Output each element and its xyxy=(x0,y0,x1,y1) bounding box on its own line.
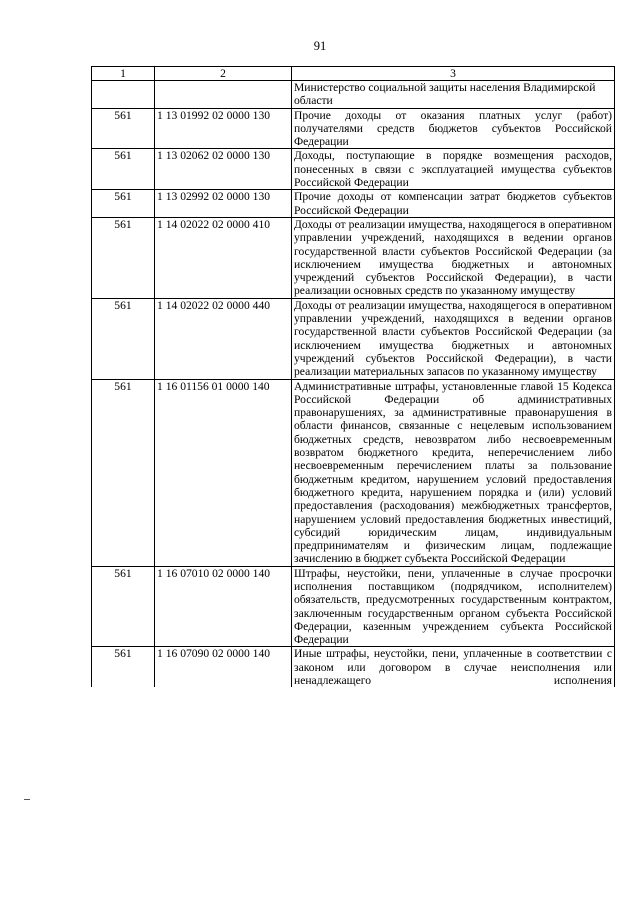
description-cell: Доходы, поступающие в порядке возмещения расходов, понесенных в связи с эксплуатацией имущества субъектов Российской Федерации xyxy=(292,149,615,190)
table-row xyxy=(92,647,615,687)
budget-code-cell: 1 13 02992 02 0000 130 xyxy=(155,190,292,218)
budget-code-cell: 1 13 02062 02 0000 130 xyxy=(155,149,292,190)
description-cell: Прочие доходы от оказания платных услуг (работ) получателями средств бюджетов субъектов Российской Федерации xyxy=(292,108,615,149)
table-row xyxy=(92,108,615,149)
budget-code-cell: 1 16 07010 02 0000 140 xyxy=(155,566,292,647)
description-cell: Штрафы, неустойки, пени, уплаченные в случае просрочки исполнения поставщиком (подрядчиком, исполнителем) обязательств, предусмотренных государственным контрактом, заключенным государственным органом субъекта Российской Федерации, казенным учреждением субъекта Российской Федерации xyxy=(292,566,615,647)
table-row xyxy=(92,566,615,647)
admin-code-cell: 561 xyxy=(92,149,155,190)
admin-code-cell: 561 xyxy=(92,298,155,379)
admin-code-cell: 561 xyxy=(92,108,155,149)
admin-code-cell: 561 xyxy=(92,647,155,687)
admin-code-cell: 561 xyxy=(92,566,155,647)
table-row xyxy=(92,190,615,218)
column-header-3: 3 xyxy=(292,67,615,81)
table-row xyxy=(92,379,615,566)
table-row xyxy=(92,149,615,190)
empty-cell xyxy=(92,81,155,109)
ministry-heading-row xyxy=(92,81,615,109)
admin-code-cell: 561 xyxy=(92,190,155,218)
budget-code-cell: 1 14 02022 02 0000 410 xyxy=(155,217,292,298)
page-number: 91 xyxy=(313,39,327,53)
empty-cell xyxy=(155,81,292,109)
scan-artifact-mark xyxy=(24,799,30,800)
description-cell: Иные штрафы, неустойки, пени, уплаченные в соответствии с законом или договором в случае неисполнения или ненадлежащего исполнения xyxy=(292,647,615,687)
revenue-codes-table xyxy=(91,66,615,687)
admin-code-cell: 561 xyxy=(92,379,155,566)
budget-code-cell: 1 16 07090 02 0000 140 xyxy=(155,647,292,687)
table-row xyxy=(92,217,615,298)
budget-code-cell: 1 16 01156 01 0000 140 xyxy=(155,379,292,566)
description-cell: Прочие доходы от компенсации затрат бюджетов субъектов Российской Федерации xyxy=(292,190,615,218)
budget-code-cell: 1 13 01992 02 0000 130 xyxy=(155,108,292,149)
table-row xyxy=(92,298,615,379)
admin-code-cell: 561 xyxy=(92,217,155,298)
budget-code-cell: 1 14 02022 02 0000 440 xyxy=(155,298,292,379)
description-cell: Доходы от реализации имущества, находящегося в оперативном управлении учреждений, находящихся в ведении органов государственной власти субъектов Российской Федерации (за исключением имущества бюджетных и автономных учреждений субъектов Российской Федерации), в части реализации основных средств по указанному имуществу xyxy=(292,217,615,298)
column-header-1: 1 xyxy=(92,67,155,81)
description-cell: Административные штрафы, установленные главой 15 Кодекса Российской Федерации об административных правонарушениях, за административные правонарушения в области финансов, связанные с нецелевым использованием бюджетных средств, невозвратом либо несвоевременным возвратом бюджетного кредита, неперечислением либо несвоевременным перечислением платы за пользование бюджетным кредитом, нарушением условий предоставления бюджетного кредита, нарушением порядка и (или) условий предоставления (расходования) межбюджетных трансфертов, нарушением условий предоставления бюджетных инвестиций, субсидий юридическим лицам, индивидуальным предпринимателям и физическим лицам, подлежащие зачислению в бюджет субъекта Российской Федерации xyxy=(292,379,615,566)
table-header-row xyxy=(92,67,615,81)
ministry-title: Министерство социальной защиты населения Владимирской области xyxy=(292,81,615,109)
description-cell: Доходы от реализации имущества, находящегося в оперативном управлении учреждений, находящихся в ведении органов государственной власти субъектов Российской Федерации (за исключением имущества бюджетных и автономных учреждений субъектов Российской Федерации), в части реализации материальных запасов по указанному имуществу xyxy=(292,298,615,379)
column-header-2: 2 xyxy=(155,67,292,81)
